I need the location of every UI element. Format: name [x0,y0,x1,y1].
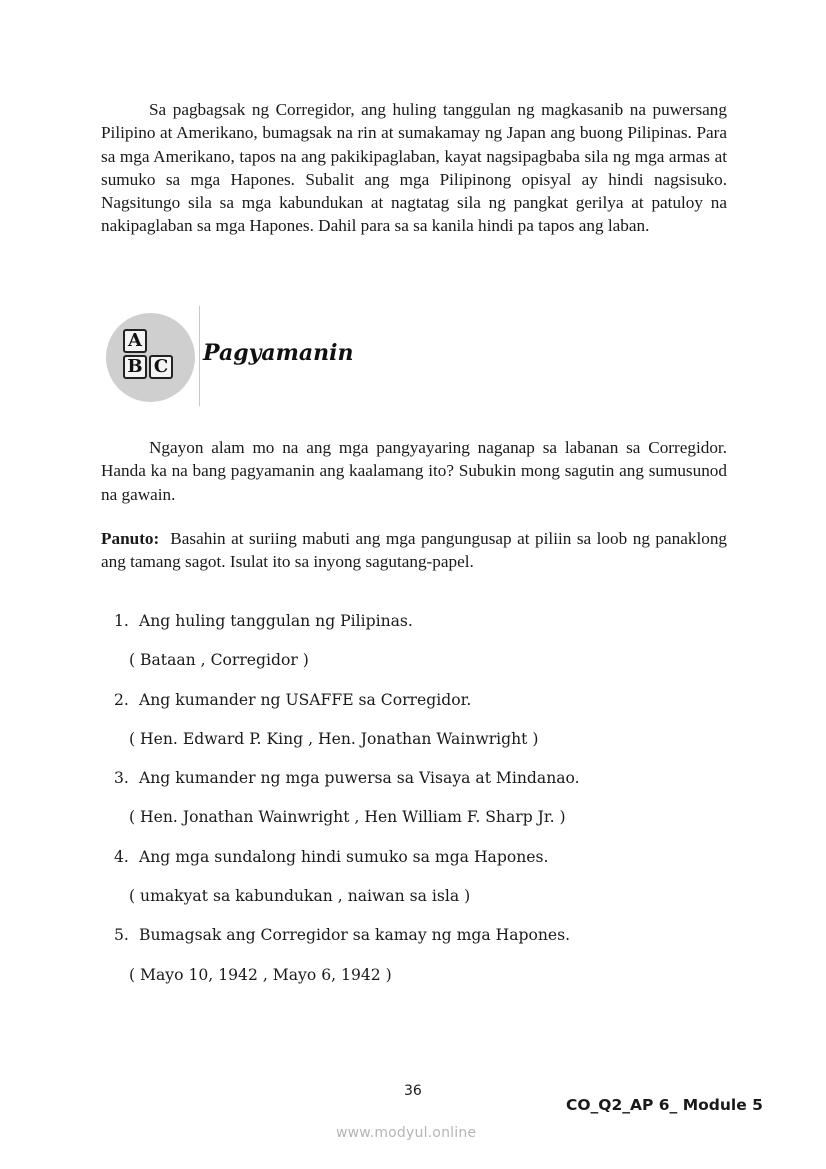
question-item [114,610,734,649]
intro-paragraph [101,98,727,238]
question-text: Ang mga sundalong hindi sumuko sa mga Hapones. [139,847,549,866]
intro-paragraph-text: Sa pagbagsak ng Corregidor, ang huling tanggulan ng magkasanib na puwersang Pilipino at Amerikano, bumagsak na rin at sumakamay ng Japan ang buong Pilipinas. Para sa mga Amerikano, tapos na ang pakikipaglaban, kayat nagsipagbaba sila ng mga armas at sumuko sa mga Hapones. Subalit ang mga Pilipinong opisyal ay hindi nagsisuko. Nagsitungo sila sa mga kabundukan at nagtatag sila ng pangkat gerilya at patuloy na nakipaglaban sa mga Hapones. Dahil para sa sa kanila hindi pa tapos ang laban. [101,100,727,236]
question-item [114,846,734,885]
instructions-text: Basahin at suriing mabuti ang mga pangungusap at piliin sa loob ng panaklong ang tamang sagot. Isulat ito sa inyong sagutang-papel. [101,529,728,572]
instructions [101,527,727,574]
module-code: CO_Q2_AP 6_ Module 5 [566,1096,763,1114]
answer-choices: ( umakyat sa kabundukan , naiwan sa isla ) [129,887,471,906]
question-item [114,767,734,806]
page-number: 36 [404,1083,422,1099]
question-number: 5. [114,926,129,945]
instructions-label: Panuto: [101,529,160,548]
question-item [114,689,734,728]
question-text: Ang kumander ng USAFFE sa Corregidor. [139,690,472,709]
answer-choices: ( Hen. Edward P. King , Hen. Jonathan Wainwright ) [129,729,539,748]
header-divider [199,306,200,406]
question-text: Ang huling tanggulan ng Pilipinas. [139,612,413,630]
answer-choices: ( Mayo 10, 1942 , Mayo 6, 1942 ) [129,965,392,984]
answer-choices: ( Hen. Jonathan Wainwright , Hen William F. Sharp Jr. ) [129,808,566,827]
question-list [114,610,734,1003]
question-text: Bumagsak ang Corregidor sa kamay ng mga Hapones. [139,926,571,945]
block-c: C [149,355,173,379]
answer-choices: ( Bataan , Corregidor ) [129,651,309,670]
question-text: Ang kumander ng mga puwersa sa Visaya at Mindanao. [139,769,580,788]
section-header [99,304,399,408]
section-intro [101,436,727,506]
question-number: 2. [114,690,129,709]
question-item [114,924,734,963]
abc-blocks-icon [106,313,195,402]
question-number: 3. [114,769,129,788]
section-intro-text: Ngayon alam mo na ang mga pangyayaring naganap sa labanan sa Corregidor. Handa ka na bang pagyamanin ang kaalamang ito? Subukin mong sagutin ang sumusunod na gawain. [101,438,727,504]
watermark: www.modyul.online [336,1125,477,1141]
block-b: B [123,355,147,379]
section-title: Pagyamanin [203,340,354,366]
question-number: 1. [114,612,129,630]
block-a: A [123,329,147,353]
question-number: 4. [114,847,129,866]
